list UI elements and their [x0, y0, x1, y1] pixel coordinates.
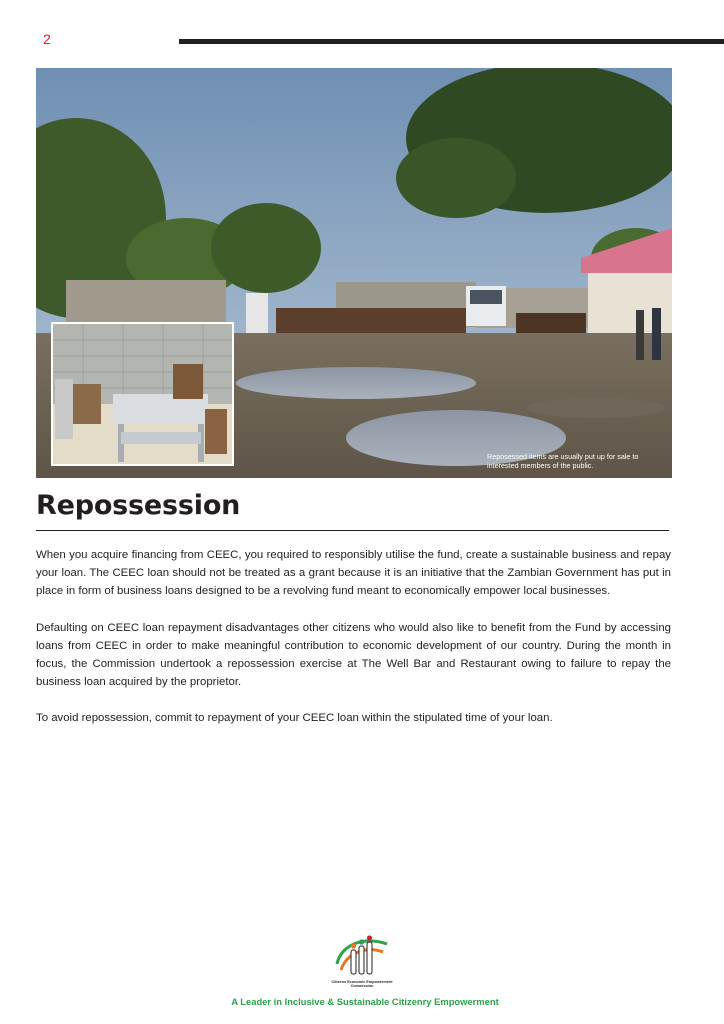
paragraph-defaulting: Defaulting on CEEC loan repayment disadvantages other citizens who would also like to benefit from the Fund by accessing loans from CEEC in order to make meaningful contribution to economic development of our country. During the month in focus, the Commission undertook a repossession exercise at The Well Bar and Restaurant owing to failure to repay the business loan acquired by the proprietor. [36, 621, 671, 689]
paragraph-financing: When you acquire financing from CEEC, you required to responsibly utilise the fund, create a sustainable business and repay your loan. The CEEC loan should not be treated as a grant because it is an initiative that the Zambian Government has put in place in form of business loans designed to be a revolving fund meant to economically empower local businesses. [36, 549, 671, 598]
inset-photo [51, 322, 234, 466]
logo-text: Citizens Economic Empowerment Commission [331, 980, 393, 989]
footer-tagline: A Leader in Inclusive & Sustainable Citizenry Empowerment [231, 996, 499, 1007]
photo-caption: Reposessed items are usually put up for sale to interested members of the public. [487, 452, 639, 470]
title-rule [36, 530, 669, 531]
header-rule [179, 39, 724, 44]
article-body [36, 546, 671, 746]
article-title: Repossession [36, 490, 241, 521]
page-number: 2 [43, 31, 51, 47]
paragraph-avoid-repossession: To avoid repossession, commit to repayment of your CEEC loan within the stipulated time of your loan. [36, 712, 553, 725]
